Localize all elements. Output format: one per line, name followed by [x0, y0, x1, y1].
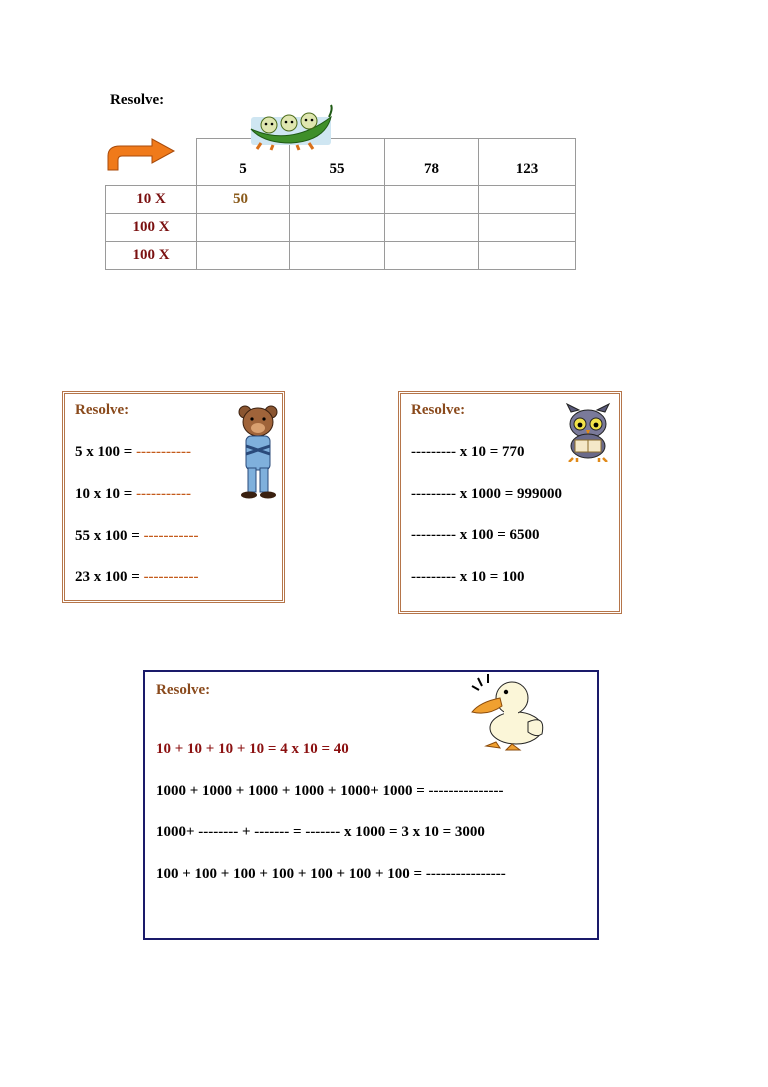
table-header-row: [106, 139, 576, 186]
owl-icon: [563, 402, 613, 462]
answer-blank: -----------: [143, 528, 199, 544]
box2-line-4: --------- x 10 = 100: [411, 569, 525, 585]
table-cell: [385, 214, 479, 242]
answer-blank: -----------: [143, 569, 199, 585]
box2-line-1: --------- x 10 = 770: [411, 444, 525, 460]
table-cell: [479, 186, 576, 214]
box3-line-3: 100 + 100 + 100 + 100 + 100 + 100 + 100 = ----------------: [156, 866, 506, 882]
section1-title: Resolve:: [110, 92, 165, 108]
table-cell: [479, 214, 576, 242]
box2-title: Resolve:: [411, 402, 466, 418]
box1-line-4: [75, 569, 199, 586]
table-cell: [290, 242, 385, 270]
table-cell: [385, 242, 479, 270]
table-cell: [479, 242, 576, 270]
box3-title: Resolve:: [156, 682, 211, 698]
box3-line-2: 1000+ -------- + ------- = ------- x 1000 = 3 x 10 = 3000: [156, 824, 485, 840]
table-header-cell: 78: [385, 139, 479, 186]
row-label: 10 X: [106, 186, 197, 214]
expression: 55 x 100 =: [75, 528, 144, 544]
duck-icon: [466, 672, 548, 752]
row-label: 100 X: [106, 242, 197, 270]
table-header-cell: 5: [197, 139, 290, 186]
box1-line-1: [75, 444, 191, 461]
row-label: 100 X: [106, 214, 197, 242]
table-header-cell: 123: [479, 139, 576, 186]
box2-line-3: --------- x 100 = 6500: [411, 527, 540, 543]
table-row: [106, 242, 576, 270]
box1-title: Resolve:: [75, 402, 130, 418]
box3-line-1: 1000 + 1000 + 1000 + 1000 + 1000+ 1000 = ---------------: [156, 783, 504, 799]
answer-blank: -----------: [136, 486, 192, 502]
curved-arrow-icon: [104, 138, 176, 172]
table-row: [106, 186, 576, 214]
table-cell: [290, 186, 385, 214]
table-cell: [290, 214, 385, 242]
box1-line-2: [75, 486, 191, 503]
expression: 23 x 100 =: [75, 569, 144, 585]
table-cell: [385, 186, 479, 214]
box1-line-3: [75, 528, 199, 545]
expression: 5 x 100 =: [75, 444, 137, 460]
table-header-cell: 55: [290, 139, 385, 186]
table-cell: [197, 214, 290, 242]
box2-line-2: --------- x 1000 = 999000: [411, 486, 563, 502]
box3-example: 10 + 10 + 10 + 10 = 4 x 10 = 40: [156, 741, 349, 757]
table-row: [106, 214, 576, 242]
expression: 10 x 10 =: [75, 486, 137, 502]
pea-pod-icon: [245, 103, 337, 151]
bear-icon: [237, 404, 279, 500]
answer-blank: -----------: [136, 444, 192, 460]
table-cell: [197, 242, 290, 270]
table-cell: 50: [197, 186, 290, 214]
